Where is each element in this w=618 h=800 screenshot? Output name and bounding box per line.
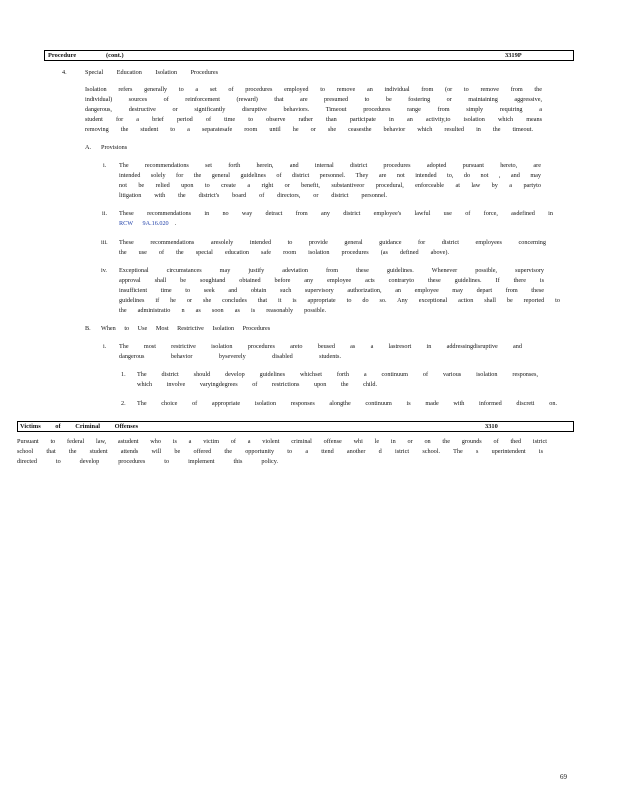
step-1-number: 1.: [121, 371, 126, 378]
item-i-line-1: The recommendations set forth herein, and internal district procedures adopted pursuant hereto, are: [119, 162, 541, 169]
policy-number: 3319P: [505, 51, 522, 59]
subsection-a-letter: A.: [85, 144, 92, 151]
item-i-line-2: intended solely for the general guidelines of district personnel. They are not intended to, do not , and may: [119, 172, 541, 179]
item-ii-line-2: [119, 221, 176, 227]
item-iii-numeral: iii.: [101, 239, 108, 246]
item-i-numeral: i.: [103, 162, 107, 169]
subsection-b-title: When to Use Most Restrictive Isolation Procedures: [101, 325, 271, 332]
victims-policy-number: 3310: [485, 422, 498, 430]
victims-title: Victims of Criminal Offenses: [20, 422, 139, 430]
item-iv-line-4: guidelines if he or she concludes that it is appropriate to do so. Any exceptional action shall be reported to: [119, 297, 560, 304]
rcw-period: .: [174, 220, 177, 227]
intro-line-3: dangerous, destructive or significantly disruptive behaviors. Timeout procedures range from simply requiring a: [85, 106, 542, 113]
item-i-line-4: litigation with the district's board of directors, or district personnel.: [119, 192, 387, 199]
step-2-line-1: The choice of appropriate isolation responses alongthe continuum is made with informed discreti on.: [137, 400, 557, 407]
intro-line-5: removing the student to a separatesafe room until he or she ceasesthe behavior which resulted in the timeout.: [85, 126, 533, 133]
item-iii-line-1: These recommendations aresolely intended to provide general guidance for district employees concerning: [119, 239, 546, 246]
continued-label: (cont.): [106, 51, 124, 59]
item-iv-line-3: insufficient time to seek and obtain such supervisory authorization, an employee may depart from these: [119, 287, 544, 294]
procedure-label: Procedure: [48, 51, 77, 59]
step-1-line-2: which involve varyingdegrees of restrictions upon the child.: [137, 381, 377, 388]
item-iv-line-1: Exceptional circumstances may justify adeviation from these guidelines. Whenever possible, supervisory: [119, 267, 544, 274]
victims-header-bar: [17, 421, 574, 432]
page-number: 69: [560, 773, 567, 781]
rcw-link[interactable]: RCW 9A.16.020: [119, 220, 169, 227]
item-iv-numeral: iv.: [101, 267, 107, 274]
procedure-header-bar: [44, 50, 574, 61]
item-b-i-numeral: i.: [103, 343, 107, 350]
subsection-a-title: Provisions: [101, 144, 128, 151]
item-ii-numeral: ii.: [102, 210, 107, 217]
intro-line-2: individual) sources of reinforcement (reward) that are presumed to be fostering or maintaining aggressive,: [85, 96, 542, 103]
item-b-i-line-2: dangerous behavior byseverely disabled students.: [119, 353, 341, 360]
item-i-line-3: not be relied upon to create a right or benefit, substantiveor procedural, enforceable at law by a partyto: [119, 182, 541, 189]
victims-line-2: school that the student attends will be offered the opportunity to a ttend another d istrict school. The s uperintendent is: [17, 448, 543, 455]
intro-line-4: student for a brief period of time to observe rather than participate in an activity,to isolation which means: [85, 116, 542, 123]
intro-line-1: Isolation refers generally to a set of procedures employed to remove an individual from (or to remove from the: [85, 86, 542, 93]
victims-line-1: Pursuant to federal law, astudent who is a victim of a violent criminal offense whi le in or on the grounds of thed istrict: [17, 438, 547, 445]
step-2-number: 2.: [121, 400, 126, 407]
item-iv-line-2: approval shall be soughtand obtained before any employee acts contraryto these guidelines. If there is: [119, 277, 544, 284]
item-iv-line-5: the administratio n as soon as is reasonably possible.: [119, 307, 326, 314]
section-number: 4.: [62, 69, 67, 76]
step-1-line-1: The district should develop guidelines whichset forth a continuum of various isolation responses,: [137, 371, 538, 378]
victims-line-3: directed to develop procedures to implement this policy.: [17, 458, 278, 465]
section-title: Special Education Isolation Procedures: [85, 69, 219, 76]
item-iii-line-2: the use of the special education safe room isolation procedures (as defined above).: [119, 249, 449, 256]
item-ii-line-1: These recommendations in no way detract from any district employee's lawful use of force, asdefined in: [119, 210, 553, 217]
subsection-b-letter: B.: [85, 325, 91, 332]
item-b-i-line-1: The most restrictive isolation procedures areto beused as a lastresort in addressingdisruptive and: [119, 343, 522, 350]
